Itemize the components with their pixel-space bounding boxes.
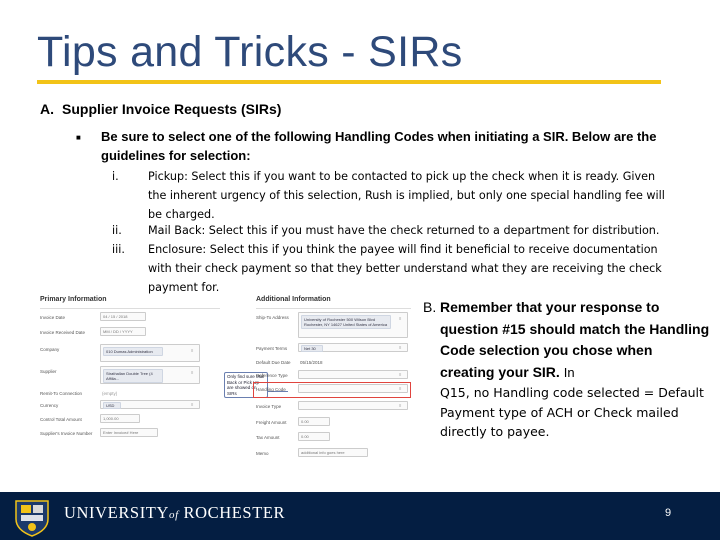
additional-divider — [256, 308, 411, 309]
invoice-date-field[interactable]: 04 / 15 / 2018 — [100, 312, 146, 321]
supplier-invoice-number-field[interactable]: Enter Invoice# Here — [100, 428, 158, 437]
form-label: Handling Code — [256, 387, 286, 392]
bullet-item — [76, 127, 680, 165]
square-bullet-icon: ■ — [76, 133, 81, 142]
section-a-heading — [40, 101, 281, 117]
payment-terms-chip: Net 30 — [301, 345, 323, 352]
currency-chip: USD — [103, 402, 121, 409]
section-b-bold-text: Remember that your response to question #15 should match the Handling Code selection you chose when creating your SIR. In — [440, 299, 710, 380]
form-label: Default Due Date — [256, 360, 291, 365]
form-label: Control Total Amount — [40, 417, 82, 422]
form-label: Freight Amount — [256, 420, 287, 425]
supplier-field[interactable] — [100, 366, 200, 384]
callout-note: Only find sure Mail Back or Pick Up are showed on SIRs — [224, 372, 268, 398]
company-chip: 010 Dumas Administration — [103, 347, 163, 356]
remit-to-value: (empty) — [102, 391, 118, 396]
default-due-date-value: 05/15/2018 — [300, 360, 323, 365]
form-label: Tax Amount — [256, 435, 280, 440]
form-label: Ship-To Address — [256, 315, 289, 320]
sub-item-mail-back — [112, 221, 672, 240]
memo-field[interactable]: additional info goes here — [298, 448, 368, 457]
menu-icon: ≡ — [399, 316, 402, 321]
sub-item-number: ii. — [112, 224, 122, 237]
form-label: Currency — [40, 403, 59, 408]
ship-to-chip: University of Rochester 500 Wilson Blvd Rochester, NY 14627 United States of America — [301, 315, 391, 329]
form-label: Supplier — [40, 369, 57, 374]
form-label: Invoice Type — [256, 404, 282, 409]
sub-item-number: iii. — [112, 243, 125, 256]
university-shield-icon — [12, 499, 52, 537]
form-label: Memo — [256, 451, 269, 456]
company-field[interactable] — [100, 344, 200, 362]
form-label: Company — [40, 347, 60, 352]
menu-icon: ≡ — [191, 370, 194, 375]
payment-terms-field[interactable] — [298, 343, 408, 352]
form-label: Remit-To Connection — [40, 391, 83, 396]
primary-divider — [40, 308, 220, 309]
slide-title: Tips and Tricks - SIRs — [37, 28, 463, 76]
ship-to-address-field[interactable] — [298, 312, 408, 338]
form-label: Reference Type — [256, 373, 288, 378]
additional-info-header: Additional Information — [256, 296, 331, 303]
section-a-title: Supplier Invoice Requests (SIRs) — [62, 101, 282, 117]
currency-field[interactable] — [100, 400, 200, 409]
sub-item-pickup — [112, 167, 672, 224]
title-underline — [37, 80, 661, 84]
sub-item-text: Pickup: Select this if you want to be contacted to pick up the check when it is ready. Given the inherent urgency of this selection, Rush is implied, but only one special handling fee will be charged. — [148, 170, 665, 221]
menu-icon: ≡ — [191, 348, 194, 353]
tax-amount-field[interactable]: 0.00 — [298, 432, 330, 441]
sub-item-number: i. — [112, 170, 119, 183]
menu-icon: ≡ — [399, 372, 402, 377]
reference-type-field[interactable] — [298, 370, 408, 379]
sub-item-text: Enclosure: Select this if you think the payee will find it beneficial to receive documentation with their check payment so that they better understand what they are receiving the check payment for. — [148, 243, 662, 294]
university-wordmark: UNIVERSITYof ROCHESTER — [64, 503, 286, 522]
menu-icon: ≡ — [399, 403, 402, 408]
sub-item-text: Mail Back: Select this if you must have the check returned to a department for distribution. — [148, 224, 660, 237]
invoice-received-date-field[interactable]: MM / DD / YYYY — [100, 327, 146, 336]
form-label: Supplier's Invoice Number — [40, 431, 93, 436]
menu-icon: ≡ — [399, 386, 402, 391]
section-a-letter: A. — [40, 101, 54, 117]
supplier-chip: Strathallan Double Tree (4 Affilia... — [103, 369, 163, 383]
sir-form-screenshot — [36, 294, 416, 466]
menu-icon: ≡ — [399, 345, 402, 350]
section-b-regular-text: Q15, no Handling code selected = Default Payment type of ACH or Check mailed directly to payee. — [440, 385, 704, 439]
sub-item-enclosure — [112, 240, 672, 297]
handling-code-field[interactable] — [298, 384, 408, 393]
form-label: Invoice Date — [40, 315, 66, 320]
primary-info-header: Primary Information — [40, 296, 107, 303]
page-number: 9 — [665, 507, 672, 519]
bullet-text: Be sure to select one of the following Handling Codes when initiating a SIR. Below are the guidelines for selection: — [101, 129, 657, 163]
form-label: Payment Terms — [256, 346, 288, 351]
menu-icon: ≡ — [191, 402, 194, 407]
invoice-type-field[interactable] — [298, 401, 408, 410]
section-b-letter: B. — [423, 299, 437, 315]
freight-amount-field[interactable]: 0.00 — [298, 417, 330, 426]
control-total-field[interactable]: 1,000.00 — [100, 414, 140, 423]
form-label: Invoice Received Date — [40, 330, 86, 335]
